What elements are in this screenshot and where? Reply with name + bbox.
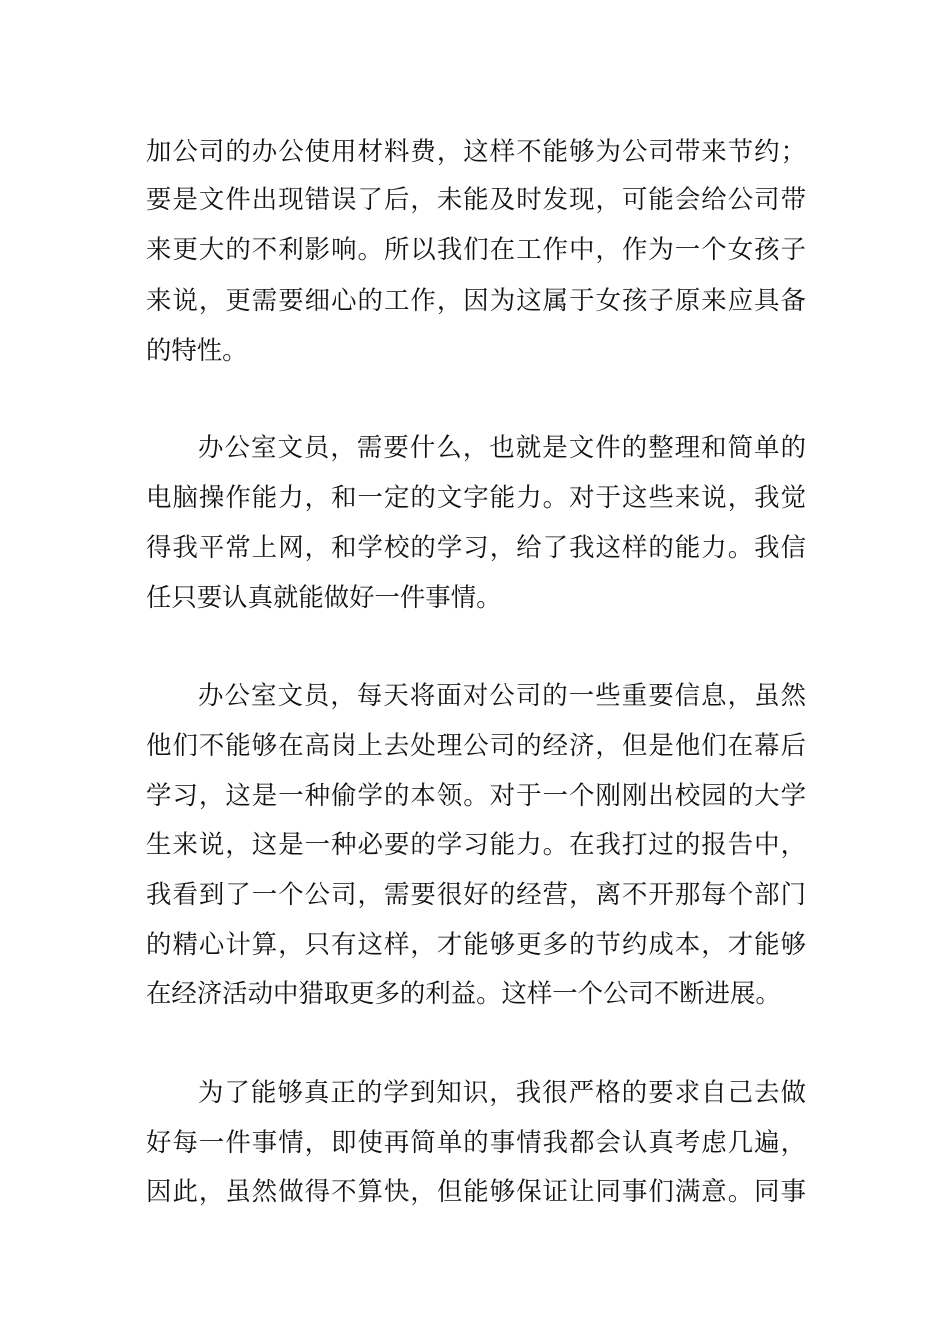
text-line: 办公室文员，需要什么，也就是文件的整理和简单的 — [198, 432, 806, 462]
text-line: 为了能够真正的学到知识，我很严格的要求自己去做 — [198, 1077, 806, 1107]
text-line: 学习，这是一种偷学的本领。对于一个刚刚出校园的大学 — [146, 780, 806, 810]
text-line: 来更大的不利影响。所以我们在工作中，作为一个女孩子 — [146, 234, 806, 264]
text-line: 他们不能够在高岗上去处理公司的经济，但是他们在幕后 — [146, 730, 806, 760]
text-line: 来说，更需要细心的工作，因为这属于女孩子原来应具备 — [146, 285, 806, 315]
text-line: 办公室文员，每天将面对公司的一些重要信息，虽然 — [198, 680, 806, 710]
text-line: 因此，虽然做得不算快，但能够保证让同事们满意。同事 — [146, 1176, 806, 1206]
text-line: 生来说，这是一种必要的学习能力。在我打过的报告中， — [146, 829, 806, 859]
text-line: 我看到了一个公司，需要很好的经营，离不开那每个部门 — [146, 879, 806, 909]
text-line: 加公司的办公使用材料费，这样不能够为公司带来节约； — [146, 136, 806, 166]
text-line: 任只要认真就能做好一件事情。 — [146, 582, 502, 612]
text-line: 要是文件出现错误了后，未能及时发现，可能会给公司带 — [146, 184, 806, 214]
text-line: 的精心计算，只有这样，才能够更多的节约成本，才能够 — [146, 929, 806, 959]
text-line: 电脑操作能力，和一定的文字能力。对于这些来说，我觉 — [146, 482, 806, 512]
text-line: 好每一件事情，即使再简单的事情我都会认真考虑几遍， — [146, 1127, 806, 1157]
text-line: 的特性。 — [146, 335, 248, 365]
text-line: 在经济活动中猎取更多的利益。这样一个公司不断进展。 — [146, 978, 781, 1008]
text-line: 得我平常上网，和学校的学习，给了我这样的能力。我信 — [146, 532, 806, 562]
